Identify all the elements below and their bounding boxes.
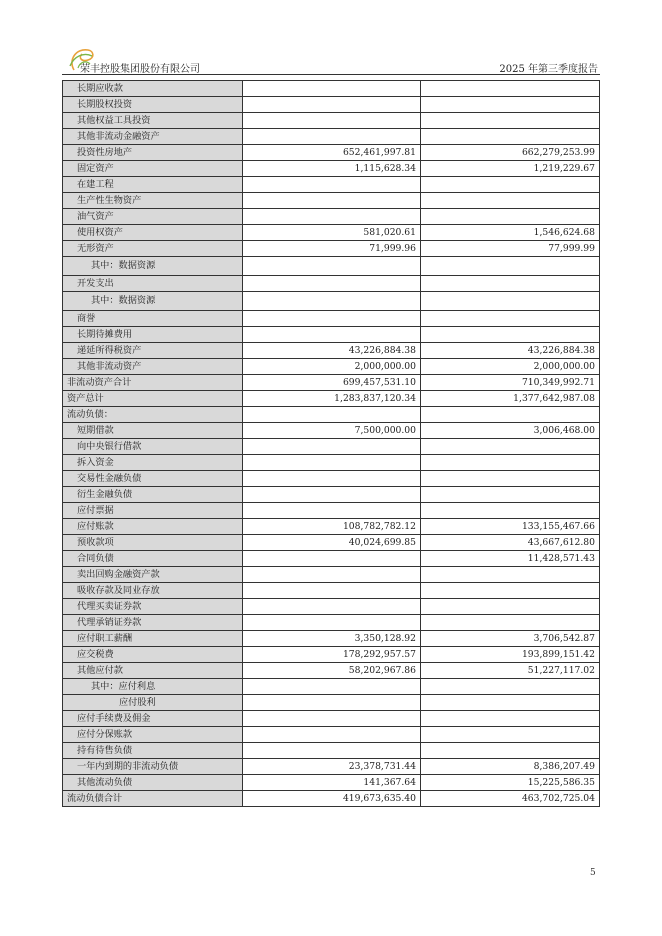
current-period-value [243, 599, 421, 615]
table-row [63, 375, 600, 391]
current-period-value: 141,367.64 [243, 775, 421, 791]
previous-period-value: 43,667,612.80 [421, 535, 600, 551]
table-row [63, 193, 600, 209]
row-label: 衍生金融负债 [63, 487, 243, 503]
current-period-value: 40,024,699.85 [243, 535, 421, 551]
table-row [63, 423, 600, 439]
table-row [63, 439, 600, 455]
table-row [63, 711, 600, 727]
previous-period-value [421, 727, 600, 743]
current-period-value [243, 257, 421, 276]
row-label: 其他流动负债 [63, 775, 243, 791]
table-row [63, 695, 600, 711]
row-label: 代理承销证券款 [63, 615, 243, 631]
page-header [62, 44, 600, 75]
current-period-value [243, 276, 421, 292]
previous-period-value: 662,279,253.99 [421, 145, 600, 161]
current-period-value [243, 471, 421, 487]
current-period-value [243, 311, 421, 327]
row-label: 生产性生物资产 [63, 193, 243, 209]
row-label: 流动负债合计 [63, 791, 243, 807]
table-row [63, 129, 600, 145]
row-label: 递延所得税资产 [63, 343, 243, 359]
row-label: 其他非流动金融资产 [63, 129, 243, 145]
row-label: 油气资产 [63, 209, 243, 225]
current-period-value [243, 439, 421, 455]
row-label: 向中央银行借款 [63, 439, 243, 455]
current-period-value: 419,673,635.40 [243, 791, 421, 807]
table-row [63, 177, 600, 193]
previous-period-value [421, 455, 600, 471]
table-row [63, 567, 600, 583]
previous-period-value [421, 583, 600, 599]
table-row [63, 257, 600, 276]
table-row [63, 311, 600, 327]
current-period-value [243, 551, 421, 567]
row-label: 其他权益工具投资 [63, 113, 243, 129]
previous-period-value [421, 487, 600, 503]
row-label: 应付票据 [63, 503, 243, 519]
current-period-value: 1,283,837,120.34 [243, 391, 421, 407]
previous-period-value: 1,546,624.68 [421, 225, 600, 241]
current-period-value [243, 209, 421, 225]
current-period-value [243, 327, 421, 343]
row-label: 非流动资产合计 [63, 375, 243, 391]
previous-period-value [421, 407, 600, 423]
previous-period-value: 193,899,151.42 [421, 647, 600, 663]
previous-period-value [421, 311, 600, 327]
row-label: 合同负债 [63, 551, 243, 567]
table-row [63, 292, 600, 311]
row-label: 资产总计 [63, 391, 243, 407]
current-period-value [243, 81, 421, 97]
current-period-value [243, 487, 421, 503]
row-label: 应付账款 [63, 519, 243, 535]
table-row [63, 663, 600, 679]
previous-period-value [421, 695, 600, 711]
previous-period-value: 15,225,586.35 [421, 775, 600, 791]
table-row [63, 97, 600, 113]
row-label: 预收款项 [63, 535, 243, 551]
current-period-value [243, 695, 421, 711]
previous-period-value [421, 97, 600, 113]
current-period-value [243, 567, 421, 583]
table-row [63, 583, 600, 599]
current-period-value [243, 292, 421, 311]
row-label: 应付职工薪酬 [63, 631, 243, 647]
previous-period-value: 463,702,725.04 [421, 791, 600, 807]
row-label: 其他应付款 [63, 663, 243, 679]
current-period-value: 108,782,782.12 [243, 519, 421, 535]
table-row [63, 209, 600, 225]
current-period-value [243, 113, 421, 129]
row-label: 短期借款 [63, 423, 243, 439]
table-row [63, 407, 600, 423]
table-row [63, 615, 600, 631]
table-row [63, 647, 600, 663]
current-period-value: 178,292,957.57 [243, 647, 421, 663]
current-period-value [243, 407, 421, 423]
row-label: 应付股利 [63, 695, 243, 711]
previous-period-value: 2,000,000.00 [421, 359, 600, 375]
previous-period-value: 710,349,992.71 [421, 375, 600, 391]
table-row [63, 455, 600, 471]
previous-period-value [421, 503, 600, 519]
row-label: 在建工程 [63, 177, 243, 193]
row-label: 卖出回购金融资产款 [63, 567, 243, 583]
row-label: 应交税费 [63, 647, 243, 663]
row-label: 流动负债： [63, 407, 243, 423]
current-period-value: 699,457,531.10 [243, 375, 421, 391]
current-period-value: 1,115,628.34 [243, 161, 421, 177]
table-row [63, 535, 600, 551]
table-row [63, 327, 600, 343]
current-period-value: 23,378,731.44 [243, 759, 421, 775]
row-label: 使用权资产 [63, 225, 243, 241]
previous-period-value: 11,428,571.43 [421, 551, 600, 567]
previous-period-value: 77,999.99 [421, 241, 600, 257]
previous-period-value [421, 711, 600, 727]
previous-period-value [421, 743, 600, 759]
current-period-value [243, 743, 421, 759]
table-row [63, 81, 600, 97]
current-period-value: 58,202,967.86 [243, 663, 421, 679]
previous-period-value: 8,386,207.49 [421, 759, 600, 775]
current-period-value: 581,020.61 [243, 225, 421, 241]
row-label: 应付分保账款 [63, 727, 243, 743]
company-name: 荣丰控股集团股份有限公司 [80, 64, 200, 75]
row-label: 其中：应付利息 [63, 679, 243, 695]
row-label: 其他非流动资产 [63, 359, 243, 375]
table-row [63, 599, 600, 615]
current-period-value [243, 727, 421, 743]
table-row [63, 791, 600, 807]
table-row [63, 359, 600, 375]
previous-period-value [421, 257, 600, 276]
row-label: 无形资产 [63, 241, 243, 257]
current-period-value: 652,461,997.81 [243, 145, 421, 161]
previous-period-value [421, 615, 600, 631]
table-row [63, 241, 600, 257]
row-label: 长期待摊费用 [63, 327, 243, 343]
current-period-value [243, 193, 421, 209]
previous-period-value: 3,706,542.87 [421, 631, 600, 647]
row-label: 应付手续费及佣金 [63, 711, 243, 727]
table-row [63, 743, 600, 759]
previous-period-value: 3,006,468.00 [421, 423, 600, 439]
table-row [63, 487, 600, 503]
previous-period-value: 1,219,229.67 [421, 161, 600, 177]
table-row [63, 503, 600, 519]
row-label: 其中：数据资源 [63, 292, 243, 311]
current-period-value: 71,999.96 [243, 241, 421, 257]
table-row [63, 113, 600, 129]
current-period-value [243, 503, 421, 519]
previous-period-value [421, 471, 600, 487]
table-row [63, 276, 600, 292]
current-period-value [243, 455, 421, 471]
previous-period-value [421, 209, 600, 225]
previous-period-value [421, 81, 600, 97]
row-label: 拆入资金 [63, 455, 243, 471]
row-label: 代理买卖证券款 [63, 599, 243, 615]
current-period-value [243, 583, 421, 599]
previous-period-value: 1,377,642,987.08 [421, 391, 600, 407]
previous-period-value [421, 567, 600, 583]
page-number: 5 [590, 868, 596, 878]
current-period-value: 7,500,000.00 [243, 423, 421, 439]
table-row [63, 727, 600, 743]
row-label: 一年内到期的非流动负债 [63, 759, 243, 775]
previous-period-value [421, 276, 600, 292]
previous-period-value: 51,227,117.02 [421, 663, 600, 679]
row-label: 长期应收款 [63, 81, 243, 97]
previous-period-value [421, 439, 600, 455]
table-row [63, 631, 600, 647]
table-row [63, 775, 600, 791]
row-label: 固定资产 [63, 161, 243, 177]
table-row [63, 551, 600, 567]
row-label: 交易性金融负债 [63, 471, 243, 487]
current-period-value: 43,226,884.38 [243, 343, 421, 359]
table-row [63, 225, 600, 241]
previous-period-value [421, 599, 600, 615]
row-label: 其中：数据资源 [63, 257, 243, 276]
previous-period-value [421, 193, 600, 209]
previous-period-value [421, 129, 600, 145]
previous-period-value [421, 327, 600, 343]
table-row [63, 759, 600, 775]
previous-period-value: 43,226,884.38 [421, 343, 600, 359]
table-row [63, 161, 600, 177]
row-label: 长期股权投资 [63, 97, 243, 113]
previous-period-value [421, 177, 600, 193]
previous-period-value [421, 292, 600, 311]
table-row [63, 145, 600, 161]
current-period-value [243, 711, 421, 727]
row-label: 投资性房地产 [63, 145, 243, 161]
current-period-value [243, 679, 421, 695]
current-period-value [243, 129, 421, 145]
current-period-value: 2,000,000.00 [243, 359, 421, 375]
previous-period-value [421, 679, 600, 695]
previous-period-value: 133,155,467.66 [421, 519, 600, 535]
table-row [63, 343, 600, 359]
row-label: 开发支出 [63, 276, 243, 292]
row-label: 吸收存款及同业存放 [63, 583, 243, 599]
table-row [63, 471, 600, 487]
current-period-value [243, 615, 421, 631]
previous-period-value [421, 113, 600, 129]
current-period-value [243, 97, 421, 113]
table-row [63, 519, 600, 535]
table-row [63, 679, 600, 695]
row-label: 商誉 [63, 311, 243, 327]
report-title: 2025 年第三季度报告 [499, 64, 598, 75]
table-row [63, 391, 600, 407]
current-period-value [243, 177, 421, 193]
balance-sheet-body [63, 81, 600, 807]
current-period-value: 3,350,128.92 [243, 631, 421, 647]
balance-sheet-table [62, 80, 600, 807]
row-label: 持有待售负债 [63, 743, 243, 759]
